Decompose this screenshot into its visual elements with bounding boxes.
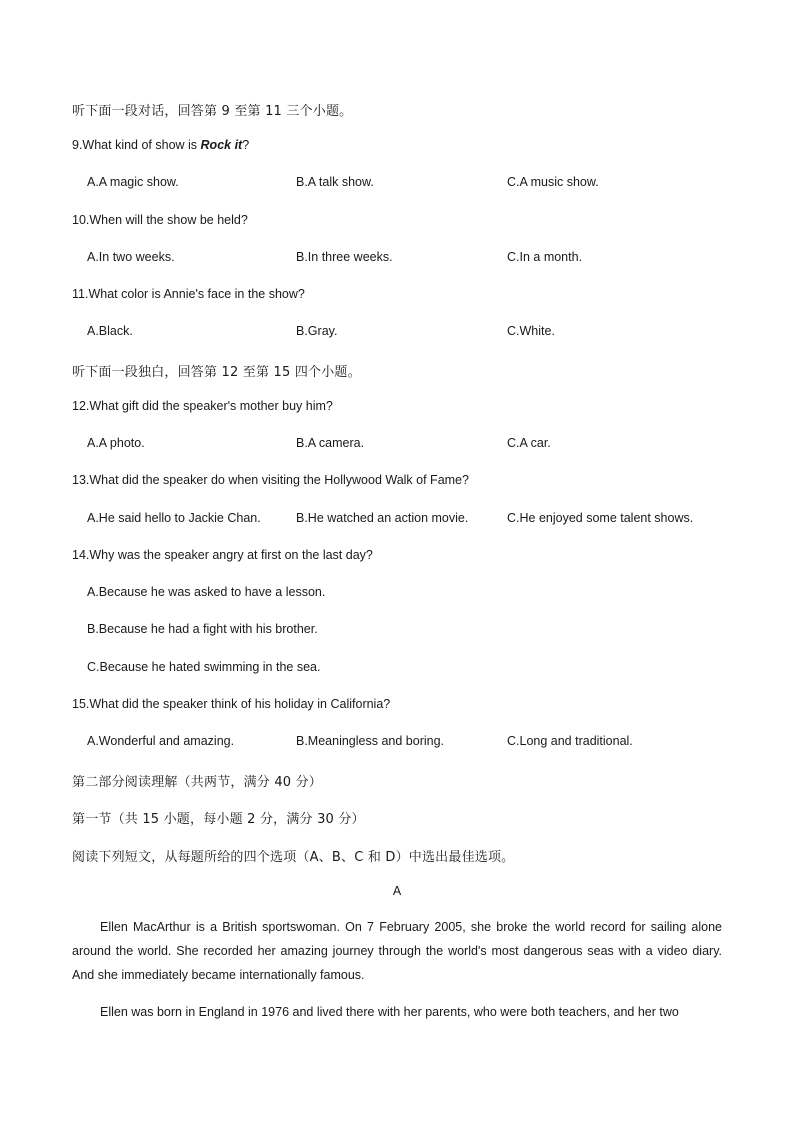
question-11: 11.What color is Annie's face in the show? <box>72 287 305 301</box>
question-12: 12.What gift did the speaker's mother buy him? <box>72 399 333 413</box>
q13-option-a: A.He said hello to Jackie Chan. <box>87 511 261 525</box>
question-15: 15.What did the speaker think of his holiday in California? <box>72 697 391 711</box>
q11-option-b: B.Gray. <box>296 324 338 338</box>
q12-option-a: A.A photo. <box>87 436 145 450</box>
part2-title: 第二部分阅读理解（共两节，满分 40 分） <box>72 775 323 790</box>
question-13: 13.What did the speaker do when visiting the Hollywood Walk of Fame? <box>72 473 469 487</box>
q10-option-c: C.In a month. <box>507 250 583 264</box>
passage-paragraph-2: Ellen was born in England in 1976 and lived there with her parents, who were both teachers, and her two <box>100 1005 679 1019</box>
question-9-suffix: ? <box>242 138 250 152</box>
q11-option-a: A.Black. <box>87 324 133 338</box>
section1-instructions: 阅读下列短文，从每题所给的四个选项（A、B、C 和 D）中选出最佳选项。 <box>72 850 515 865</box>
passage-label: A <box>392 884 402 898</box>
show-name: Rock it <box>200 138 243 152</box>
q9-option-a: A.A magic show. <box>87 175 179 189</box>
q10-option-a: A.In two weeks. <box>87 250 175 264</box>
q14-option-a: A.Because he was asked to have a lesson. <box>87 585 326 599</box>
question-14: 14.Why was the speaker angry at first on the last day? <box>72 548 373 562</box>
q13-option-b: B.He watched an action movie. <box>296 511 469 525</box>
q13-option-c: C.He enjoyed some talent shows. <box>507 511 694 525</box>
q10-option-b: B.In three weeks. <box>296 250 393 264</box>
q14-option-b: B.Because he had a fight with his brother. <box>87 622 318 636</box>
question-10: 10.When will the show be held? <box>72 213 248 227</box>
passage-paragraph-1: Ellen MacArthur is a British sportswoman. On 7 February 2005, she broke the world record for sailing alone around the world. She recorded her amazing journey through the world's most dangerous seas with a video diary. And she immediately became internationally famous. <box>72 920 722 982</box>
q12-option-c: C.A car. <box>507 436 551 450</box>
q15-option-b: B.Meaningless and boring. <box>296 734 445 748</box>
q11-option-c: C.White. <box>507 324 555 338</box>
q12-option-b: B.A camera. <box>296 436 365 450</box>
q9-option-b: B.A talk show. <box>296 175 374 189</box>
section1-title: 第一节（共 15 小题，每小题 2 分，满分 30 分） <box>72 812 365 827</box>
q15-option-a: A.Wonderful and amazing. <box>87 734 235 748</box>
listening-intro-12-15: 听下面一段独白，回答第 12 至第 15 四个小题。 <box>72 365 361 380</box>
question-9 <box>72 138 249 152</box>
question-9-prefix: 9.What kind of show is <box>72 138 201 152</box>
q15-option-c: C.Long and traditional. <box>507 734 633 748</box>
q14-option-c: C.Because he hated swimming in the sea. <box>87 660 321 674</box>
q9-option-c: C.A music show. <box>507 175 599 189</box>
listening-intro-9-11: 听下面一段对话，回答第 9 至第 11 三个小题。 <box>72 104 353 119</box>
